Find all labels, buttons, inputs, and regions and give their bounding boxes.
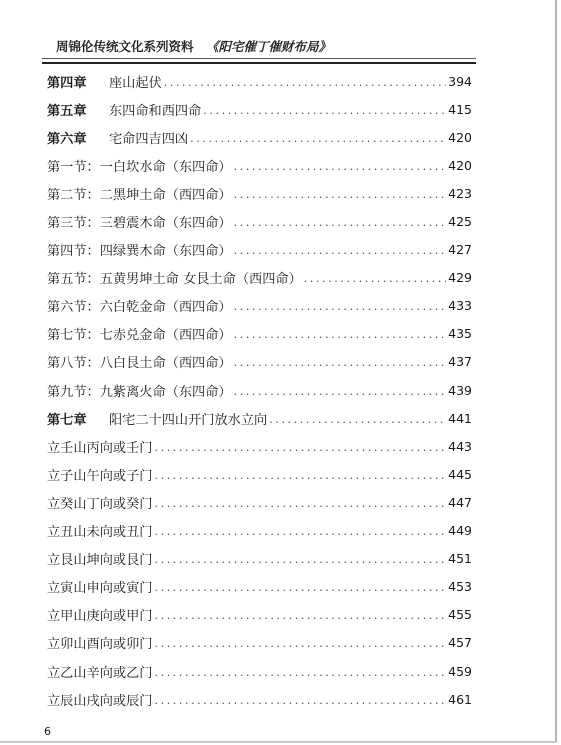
- toc-entry-page: 453: [448, 579, 472, 595]
- toc-entry[interactable]: [47, 488, 472, 516]
- dot-leader: [155, 497, 447, 510]
- book-title: 《阳宅催丁催财布局》: [206, 39, 332, 54]
- toc-entry-number: 第五章: [47, 103, 87, 119]
- toc-entry-number: 第六节：六白: [47, 300, 127, 316]
- toc-entry-page: 425: [448, 214, 472, 230]
- toc-entry-title: 乾金命（西四命）: [126, 300, 232, 316]
- toc-entry-page: 437: [448, 354, 472, 370]
- toc-entry-title: 巽木命（东四命）: [126, 244, 232, 260]
- dot-leader: [234, 385, 447, 398]
- dot-leader: [155, 637, 447, 650]
- dot-leader: [234, 328, 447, 341]
- toc-entry-page: 441: [448, 410, 472, 426]
- dot-leader: [304, 272, 446, 285]
- toc-entry[interactable]: [47, 123, 472, 151]
- toc-entry[interactable]: [47, 685, 472, 713]
- toc-entry-page: 445: [448, 466, 472, 482]
- toc-entry-page: 443: [448, 438, 472, 454]
- page-number: 6: [44, 725, 51, 738]
- toc-entry-page: 435: [448, 326, 472, 342]
- header-rule-thick: [42, 62, 476, 64]
- toc-entry-page: 394: [448, 73, 472, 89]
- dot-leader: [234, 160, 447, 173]
- dot-leader: [155, 553, 447, 566]
- dot-leader: [155, 694, 447, 707]
- header-rule-thin: [42, 58, 476, 59]
- toc-entry-number: 第四节：四绿: [47, 244, 127, 260]
- toc-entry-number: 第一节：一白: [47, 159, 127, 175]
- toc-entry[interactable]: [47, 320, 472, 348]
- toc-entry-page: 415: [448, 101, 472, 117]
- toc-entry-page: 420: [448, 129, 472, 145]
- dot-leader: [234, 244, 447, 257]
- toc-entry-title: 坎水命（东四命）: [126, 159, 232, 175]
- toc-entry-number: 第九节：九紫: [47, 384, 127, 400]
- toc-entry-page: 433: [448, 298, 472, 314]
- toc-entry-title: 艮土命（西四命）: [126, 356, 232, 372]
- toc-entry-number: 第二节：二黑: [47, 187, 127, 203]
- toc-entry-title: 东四命和西四命: [109, 103, 202, 119]
- toc-entry-title: 震木命（东四命）: [126, 216, 232, 232]
- toc-entry[interactable]: [47, 207, 472, 235]
- toc-entry-page: 461: [448, 691, 472, 707]
- toc-entry-title: 立艮山坤向或艮门: [47, 553, 153, 569]
- dot-leader: [203, 104, 446, 117]
- toc-entry-page: 420: [448, 157, 472, 173]
- toc-entry-number: 第五节：五黄: [47, 272, 127, 288]
- toc-entry-page: 429: [448, 270, 472, 286]
- toc-entry[interactable]: [47, 236, 472, 264]
- toc-entry-page: 455: [448, 607, 472, 623]
- dot-leader: [155, 666, 447, 679]
- toc-entry-number: 第八节：八白: [47, 356, 127, 372]
- dot-leader: [155, 469, 447, 482]
- toc-entry-title: 座山起伏: [109, 75, 162, 91]
- toc-entry-title: 阳宅二十四山开门放水立向: [109, 412, 268, 428]
- toc-entry[interactable]: [47, 460, 472, 488]
- toc-entry[interactable]: [47, 601, 472, 629]
- dot-leader: [269, 413, 446, 426]
- toc-entry-page: 427: [448, 242, 472, 258]
- dot-leader: [234, 188, 447, 201]
- toc-entry-number: 第四章: [47, 75, 87, 91]
- toc-entry-title: 立辰山戌向或辰门: [47, 693, 153, 709]
- toc-entry-page: 457: [448, 635, 472, 651]
- toc-entry-title: 宅命四吉四凶: [109, 131, 189, 147]
- toc-entry-page: 447: [448, 494, 472, 510]
- toc-entry-title: 离火命（东四命）: [126, 384, 232, 400]
- toc-entry[interactable]: [47, 95, 472, 123]
- toc-entry-title: 立乙山辛向或乙门: [47, 665, 153, 681]
- series-title: 周锦伦传统文化系列资料: [56, 39, 194, 54]
- toc-entry-title: 坤土命（西四命）: [126, 187, 232, 203]
- toc-entry[interactable]: [47, 657, 472, 685]
- toc-entry-title: 立寅山申向或寅门: [47, 581, 153, 597]
- toc-entry[interactable]: [47, 376, 472, 404]
- toc-entry-title: 兑金命（西四命）: [126, 328, 232, 344]
- toc-entry-number: 第三节：三碧: [47, 216, 127, 232]
- toc-entry[interactable]: [47, 67, 472, 95]
- toc-entry-number: 第六章: [47, 131, 87, 147]
- toc-entry[interactable]: [47, 264, 472, 292]
- toc-entry[interactable]: [47, 179, 472, 207]
- toc-entry-page: 449: [448, 523, 472, 539]
- toc-entry-page: 423: [448, 185, 472, 201]
- toc-entry[interactable]: [47, 432, 472, 460]
- toc-entry-title: 立子山午向或子门: [47, 468, 153, 484]
- dot-leader: [155, 609, 447, 622]
- dot-leader: [234, 356, 447, 369]
- toc-entry-title: 立丑山未向或丑门: [47, 525, 153, 541]
- toc-entry-title: 立甲山庚向或甲门: [47, 609, 153, 625]
- toc-entry-title: 立癸山丁向或癸门: [47, 496, 153, 512]
- dot-leader: [234, 300, 447, 313]
- dot-leader: [155, 525, 447, 538]
- toc-entry[interactable]: [47, 348, 472, 376]
- toc-entry[interactable]: [47, 629, 472, 657]
- toc-entry[interactable]: [47, 404, 472, 432]
- toc-entry-page: 459: [448, 663, 472, 679]
- dot-leader: [155, 581, 447, 594]
- table-of-contents: [47, 67, 472, 713]
- toc-entry[interactable]: [47, 151, 472, 179]
- toc-entry-title: 男坤土命 女艮土命（西四命）: [126, 272, 302, 288]
- dot-leader: [164, 76, 446, 89]
- dot-leader: [234, 216, 447, 229]
- toc-entry[interactable]: [47, 545, 472, 573]
- toc-entry-title: 立壬山丙向或壬门: [47, 440, 153, 456]
- dot-leader: [155, 441, 447, 454]
- toc-entry-title: 立卯山酉向或卯门: [47, 637, 153, 653]
- toc-entry-page: 439: [448, 382, 472, 398]
- toc-entry[interactable]: [47, 292, 472, 320]
- toc-entry[interactable]: [47, 517, 472, 545]
- toc-entry-number: 第七章: [47, 412, 87, 428]
- dot-leader: [190, 132, 446, 145]
- toc-entry-page: 451: [448, 551, 472, 567]
- toc-entry[interactable]: [47, 573, 472, 601]
- toc-entry-number: 第七节：七赤: [47, 328, 127, 344]
